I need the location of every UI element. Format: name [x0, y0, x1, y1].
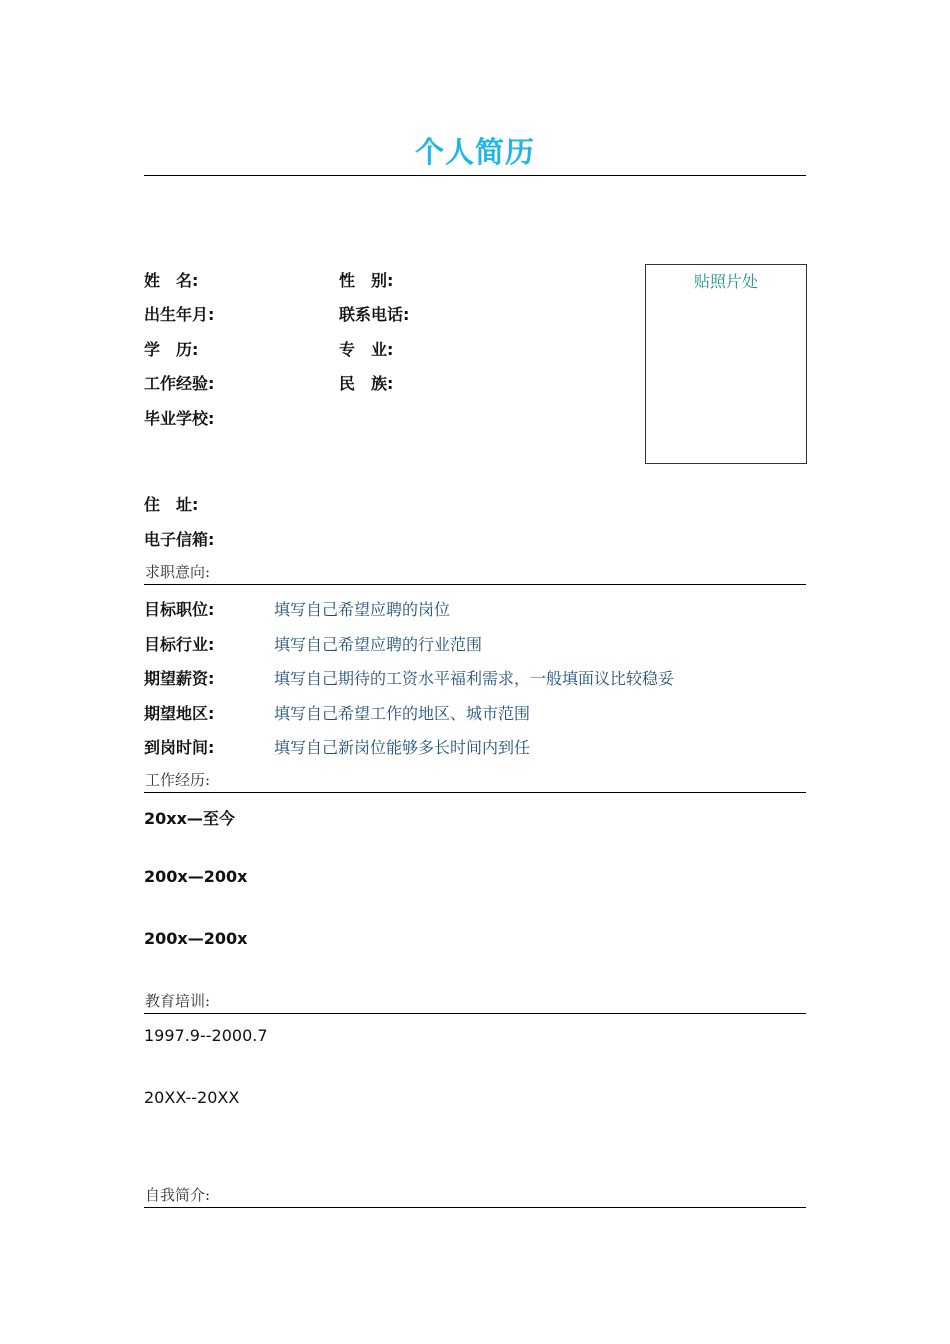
start-time-label: 到岗时间:	[144, 738, 215, 757]
start-time-value: 填写自己新岗位能够多长时间内到任	[274, 738, 531, 757]
phone-label: 联系电话:	[339, 305, 410, 324]
target-position-value: 填写自己希望应聘的岗位	[274, 600, 451, 619]
education-training-divider	[144, 1013, 806, 1014]
work-period-2: 200x—200x	[144, 867, 248, 886]
gender-label: 性 别:	[339, 271, 394, 290]
education-training-heading: 教育培训:	[145, 992, 211, 1010]
expected-region-value: 填写自己希望工作的地区、城市范围	[274, 704, 531, 723]
address-label: 住 址:	[144, 495, 199, 514]
name-label: 姓 名:	[144, 271, 199, 290]
education-label: 学 历:	[144, 340, 199, 359]
job-intention-divider	[144, 584, 806, 585]
self-intro-divider	[144, 1207, 806, 1208]
page-title: 个人简历	[414, 135, 535, 169]
photo-placeholder-label: 贴照片处	[693, 272, 758, 291]
ethnicity-label: 民 族:	[339, 374, 394, 393]
self-intro-heading: 自我简介:	[145, 1186, 211, 1204]
work-experience-heading: 工作经历:	[145, 771, 211, 789]
birth-label: 出生年月:	[144, 305, 215, 324]
photo-placeholder[interactable]	[645, 264, 807, 464]
expected-salary-label: 期望薪资:	[144, 669, 215, 688]
target-position-label: 目标职位:	[144, 600, 215, 619]
job-intention-heading: 求职意向:	[145, 563, 211, 581]
school-label: 毕业学校:	[144, 409, 215, 428]
major-label: 专 业:	[339, 340, 394, 359]
title-divider	[144, 175, 806, 176]
target-industry-label: 目标行业:	[144, 635, 215, 654]
education-period-1: 1997.9--2000.7	[144, 1026, 268, 1045]
target-industry-value: 填写自己希望应聘的行业范围	[274, 635, 483, 654]
work-period-3: 200x—200x	[144, 929, 248, 948]
work-experience-divider	[144, 792, 806, 793]
expected-salary-value: 填写自己期待的工资水平福利需求，一般填面议比较稳妥	[274, 669, 675, 688]
education-period-2: 20XX--20XX	[144, 1088, 240, 1107]
expected-region-label: 期望地区:	[144, 704, 215, 723]
experience-label: 工作经验:	[144, 374, 215, 393]
email-label: 电子信箱:	[144, 530, 215, 549]
work-period-1: 20xx—至今	[144, 809, 235, 828]
